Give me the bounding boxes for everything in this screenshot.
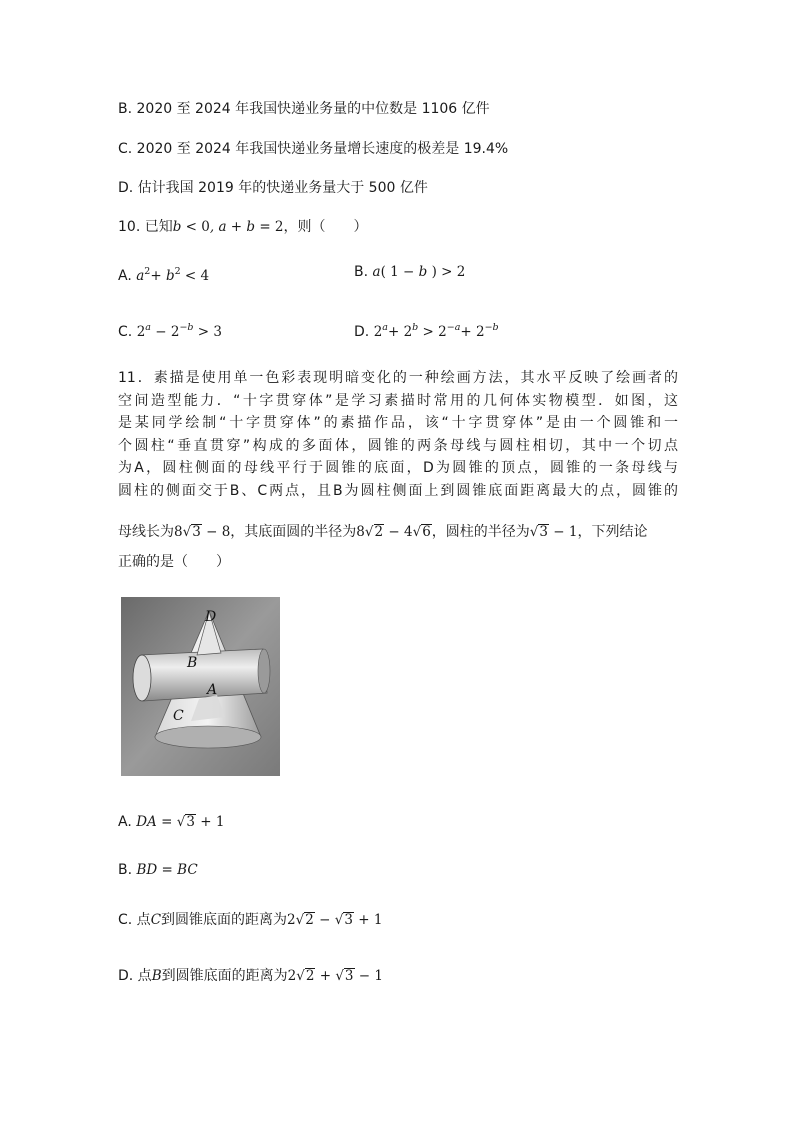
q11-option-d-point: B — [151, 968, 162, 984]
q11-option-c-formula: 2√2 − √3 + 1 — [287, 912, 383, 928]
q11-option-a-formula: DA = √3 + 1 — [136, 814, 225, 830]
q10-option-a-formula: $a^2+ b^2 < 4$ — [136, 266, 210, 284]
q11-line-7-part-c: ，圆柱的半径为 — [431, 524, 530, 540]
q10-option-d-label: D. — [354, 324, 370, 340]
q11-line-4: 个圆柱“垂直贯穿”构成的多面体，圆锥的两条母线与圆柱相切，其中一个切点 — [118, 437, 678, 454]
q11-line-6: 圆柱的侧面交于B、C两点，且B为圆柱侧面上到圆锥底面距离最大的点，圆锥的 — [118, 482, 678, 499]
q11-line-8: 正确的是（ ） — [118, 554, 230, 570]
q10-option-d — [354, 322, 499, 342]
cylinder-end-face — [133, 655, 151, 701]
q11-option-b — [118, 860, 198, 880]
cylinder-body — [141, 649, 267, 701]
q11-line-2: 空间造型能力．“十字贯穿体”是学习素描时常用的几何体实物模型．如图，这 — [118, 392, 678, 409]
q10-option-d-formula: $2^a+ 2^b > 2^{-a}+ 2^{-b}$ — [373, 322, 499, 340]
q11-option-b-label: B. — [118, 862, 133, 878]
q11-option-d-formula: 2√2 + √3 − 1 — [287, 968, 384, 984]
q11-option-a-label: A. — [118, 814, 132, 830]
q10-option-a-label: A. — [118, 268, 132, 284]
q11-line-5: 为A，圆柱侧面的母线平行于圆锥的底面，D为圆锥的顶点，圆锥的一条母线与 — [118, 460, 678, 476]
cylinder-radius-formula: √3 − 1 — [529, 524, 578, 540]
q11-line-7-part-b: ，其底面圆的半径为 — [230, 524, 357, 540]
cone-base — [155, 726, 261, 748]
q10-stem-suffix: ，则（ ） — [283, 219, 368, 235]
q11-option-c-text: 到圆锥底面的距离为 — [161, 912, 288, 928]
q10-option-c-label: C. — [118, 324, 133, 340]
slant-length-formula: 8√3 − 8 — [174, 524, 231, 540]
q11-option-c-point: C — [150, 912, 162, 928]
label-c: C — [173, 708, 184, 724]
q11-option-d — [118, 966, 383, 986]
q10-option-b-formula: a( 1 − b ) > 2 — [372, 264, 466, 280]
q11-line-1: 11．素描是使用单一色彩表现明暗变化的一种绘画方法，其水平反映了绘画者的 — [118, 370, 678, 386]
q11-line-3: 是某同学绘制“十字贯穿体”的素描作品，该“十字贯穿体”是由一个圆锥和一 — [118, 415, 678, 431]
base-radius-formula: 8√2 − 4√6 — [356, 524, 431, 540]
q9-option-d: D. 估计我国 2019 年的快递业务量大于 500 亿件 — [118, 180, 428, 196]
q11-line-7 — [118, 522, 648, 542]
q11-option-c-prefix: C. 点 — [118, 912, 151, 928]
label-b: B — [187, 655, 198, 671]
cylinder-far-end — [258, 649, 270, 693]
q10-stem — [118, 217, 368, 237]
q11-stem — [118, 367, 678, 502]
q10-option-b — [354, 262, 465, 282]
q10-condition-formula: b < 0, a + b = 2 — [172, 219, 284, 235]
label-d: D — [205, 609, 217, 625]
q10-option-a — [118, 266, 209, 286]
q10-option-c — [118, 322, 222, 342]
q11-option-b-formula: BD = BC — [136, 862, 198, 878]
q11-option-c — [118, 910, 382, 930]
q11-option-d-prefix: D. 点 — [118, 968, 152, 984]
q11-option-a — [118, 812, 224, 832]
q9-option-b: B. 2020 至 2024 年我国快递业务量的中位数是 1106 亿件 — [118, 101, 490, 117]
q11-line-7-part-d: ，下列结论 — [577, 524, 648, 540]
q10-option-b-label: B. — [354, 264, 369, 280]
label-a: A — [207, 682, 218, 698]
q11-option-d-text: 到圆锥底面的距离为 — [161, 968, 288, 984]
q11-line-7-part-a: 母线长为 — [118, 524, 174, 540]
q10-stem-prefix: 10. 已知 — [118, 219, 173, 235]
q10-option-c-formula: $2^a - 2^{-b} > 3$ — [136, 322, 222, 340]
q9-option-c: C. 2020 至 2024 年我国快递业务量增长速度的极差是 19.4% — [118, 141, 509, 157]
cone-cylinder-sketch — [121, 597, 280, 776]
